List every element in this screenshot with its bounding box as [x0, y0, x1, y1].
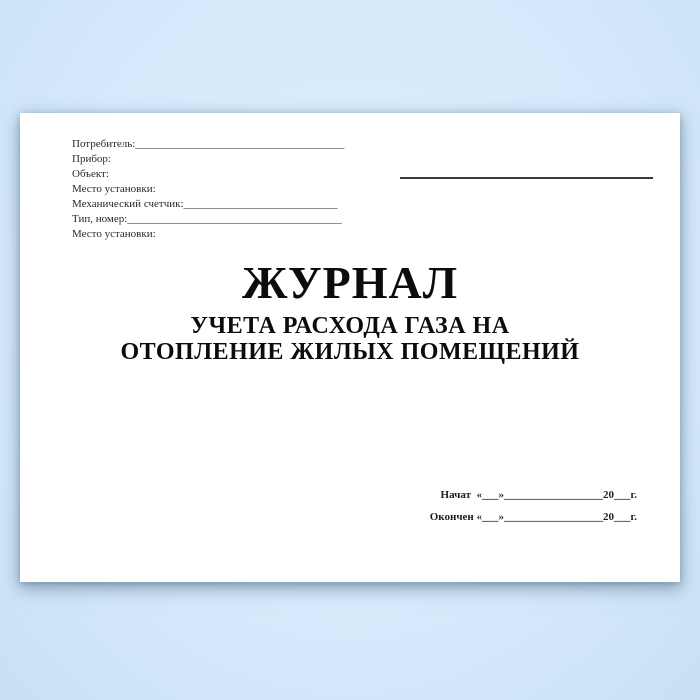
journal-title: ЖУРНАЛ [242, 257, 458, 308]
field-installation-place-2: Место установки: [72, 228, 156, 240]
field-type-number: Тип, номер:_______________________________________ [72, 213, 342, 225]
field-device: Прибор: [72, 153, 111, 165]
header-fields [72, 137, 344, 242]
top-right-fill-line [400, 177, 653, 179]
journal-cover-page [20, 113, 680, 582]
field-object: Объект: [72, 168, 109, 180]
date-lines [430, 484, 637, 528]
finished-date-line: Окончен «___»__________________20___г. [429, 511, 637, 523]
started-date-line: Начат «___»__________________20___г. [440, 489, 637, 501]
field-mechanical-meter: Механический счетчик:____________________________ [72, 198, 338, 210]
title-block [20, 257, 680, 365]
journal-subtitle-line1: УЧЕТА РАСХОДА ГАЗА НА [190, 313, 510, 339]
field-installation-place: Место установки: [72, 183, 156, 195]
field-consumer: Потребитель:______________________________________ [72, 138, 345, 150]
journal-subtitle-line2: ОТОПЛЕНИЕ ЖИЛЫХ ПОМЕЩЕНИЙ [120, 339, 580, 365]
